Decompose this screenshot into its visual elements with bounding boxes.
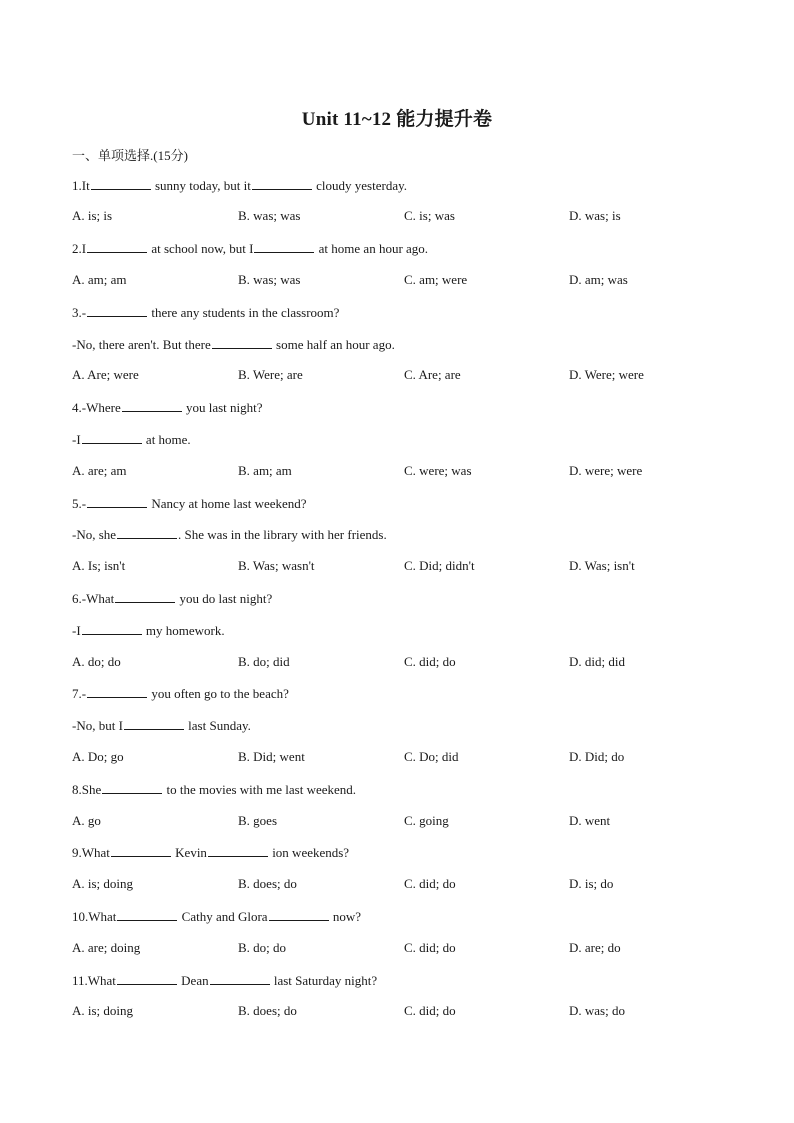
option-d[interactable]: D. is; do xyxy=(569,876,614,891)
answer-blank[interactable] xyxy=(212,336,272,349)
question-text: . She was in the library with her friends. xyxy=(178,527,387,542)
question-text: sunny today, but it xyxy=(151,178,251,193)
question-text: you often go to the beach? xyxy=(148,686,289,701)
answer-blank[interactable] xyxy=(117,526,177,539)
question-text: Dean xyxy=(177,973,209,988)
option-c[interactable]: C. Do; did xyxy=(404,749,459,764)
option-c[interactable]: C. did; do xyxy=(404,654,456,669)
answer-blank[interactable] xyxy=(87,685,147,698)
option-c[interactable]: C. Did; didn't xyxy=(404,558,475,573)
page-title: Unit 11~12 能力提升卷 xyxy=(301,109,493,130)
option-a[interactable]: A. Are; were xyxy=(72,367,139,382)
answer-blank[interactable] xyxy=(254,240,314,253)
question-text: last Saturday night? xyxy=(270,973,378,988)
answer-blank[interactable] xyxy=(124,717,184,730)
option-b[interactable]: B. does; do xyxy=(238,1003,297,1018)
question-text: 9.What xyxy=(72,845,110,860)
answer-blank[interactable] xyxy=(111,844,171,857)
option-b[interactable]: B. was; was xyxy=(238,272,301,287)
option-d[interactable]: D. Was; isn't xyxy=(569,558,635,573)
question-11-line-1 xyxy=(72,972,377,989)
question-text: 2.I xyxy=(72,241,87,256)
option-d[interactable]: D. Were; were xyxy=(569,367,644,382)
answer-blank[interactable] xyxy=(87,240,147,253)
question-text: my homework. xyxy=(142,623,225,638)
option-c[interactable]: C. Are; are xyxy=(404,367,461,382)
question-7-line-1 xyxy=(72,685,289,702)
question-text: 8.She xyxy=(72,782,102,797)
option-d[interactable]: D. did; did xyxy=(569,654,625,669)
option-a[interactable]: A. am; am xyxy=(72,272,127,287)
option-d[interactable]: D. were; were xyxy=(569,463,643,478)
answer-blank[interactable] xyxy=(82,622,142,635)
answer-blank[interactable] xyxy=(269,908,329,921)
question-5-line-1 xyxy=(72,495,307,512)
option-a[interactable]: A. are; am xyxy=(72,463,127,478)
question-text: Kevin xyxy=(171,845,207,860)
question-text: -No, but I xyxy=(72,718,123,733)
question-text: you do last night? xyxy=(176,591,273,606)
question-text: 6.-What xyxy=(72,591,115,606)
answer-blank[interactable] xyxy=(117,908,177,921)
option-c[interactable]: C. did; do xyxy=(404,940,456,955)
option-d[interactable]: D. am; was xyxy=(569,272,628,287)
question-8-line-1 xyxy=(72,781,356,798)
option-b[interactable]: B. Were; are xyxy=(238,367,303,382)
question-9-line-1 xyxy=(72,844,349,861)
option-b[interactable]: B. goes xyxy=(238,813,277,828)
answer-blank[interactable] xyxy=(91,177,151,190)
option-b[interactable]: B. Did; went xyxy=(238,749,305,764)
option-c[interactable]: C. am; were xyxy=(404,272,468,287)
answer-blank[interactable] xyxy=(122,399,182,412)
question-4-line-2 xyxy=(72,431,191,448)
option-b[interactable]: B. was; was xyxy=(238,208,301,223)
question-text: 11.What xyxy=(72,973,116,988)
question-text: 1.It xyxy=(72,178,90,193)
question-5-line-2 xyxy=(72,526,387,543)
question-text: -No, there aren't. But there xyxy=(72,337,211,352)
answer-blank[interactable] xyxy=(82,431,142,444)
question-text: -I xyxy=(72,623,81,638)
question-text: 10.What xyxy=(72,909,117,924)
question-text: last Sunday. xyxy=(184,718,251,733)
question-text: at home an hour ago. xyxy=(315,241,429,256)
option-b[interactable]: B. do; did xyxy=(238,654,290,669)
answer-blank[interactable] xyxy=(115,590,175,603)
question-text: some half an hour ago. xyxy=(272,337,395,352)
question-6-line-1 xyxy=(72,590,272,607)
answer-blank[interactable] xyxy=(87,495,147,508)
answer-blank[interactable] xyxy=(252,177,312,190)
option-a[interactable]: A. are; doing xyxy=(72,940,141,955)
question-10-line-1 xyxy=(72,908,361,925)
option-a[interactable]: A. is; doing xyxy=(72,1003,134,1018)
option-b[interactable]: B. does; do xyxy=(238,876,297,891)
question-text: at home. xyxy=(142,432,191,447)
question-3-line-2 xyxy=(72,336,395,353)
option-d[interactable]: D. Did; do xyxy=(569,749,625,764)
answer-blank[interactable] xyxy=(210,972,270,985)
question-text: cloudy yesterday. xyxy=(312,178,407,193)
question-1-line-1 xyxy=(72,177,407,194)
question-text: 5.- xyxy=(72,496,87,511)
option-c[interactable]: C. did; do xyxy=(404,876,456,891)
question-2-line-1 xyxy=(72,240,428,257)
option-a[interactable]: A. is; is xyxy=(72,208,113,223)
option-b[interactable]: B. do; do xyxy=(238,940,287,955)
question-text: at school now, but I xyxy=(148,241,254,256)
question-text: 3.- xyxy=(72,305,87,320)
option-d[interactable]: D. was; is xyxy=(569,208,621,223)
question-text: 4.-Where xyxy=(72,400,121,415)
option-a[interactable]: A. is; doing xyxy=(72,876,134,891)
question-text: there any students in the classroom? xyxy=(148,305,340,320)
option-a[interactable]: A. Do; go xyxy=(72,749,124,764)
option-c[interactable]: C. going xyxy=(404,813,449,828)
option-c[interactable]: C. did; do xyxy=(404,1003,456,1018)
question-text: now? xyxy=(329,909,361,924)
option-d[interactable]: D. went xyxy=(569,813,611,828)
question-text: -No, she xyxy=(72,527,117,542)
option-b[interactable]: B. am; am xyxy=(238,463,292,478)
option-a[interactable]: A. go xyxy=(72,813,101,828)
question-text: ion weekends? xyxy=(268,845,350,860)
option-a[interactable]: A. do; do xyxy=(72,654,121,669)
section-heading: 一、单项选择.(15分) xyxy=(72,148,188,163)
question-text: you last night? xyxy=(182,400,263,415)
option-d[interactable]: D. are; do xyxy=(569,940,621,955)
option-d[interactable]: D. was; do xyxy=(569,1003,625,1018)
question-3-line-1 xyxy=(72,304,339,321)
question-text: to the movies with me last weekend. xyxy=(163,782,357,797)
question-text: Cathy and Glora xyxy=(178,909,268,924)
question-4-line-1 xyxy=(72,399,263,416)
option-c[interactable]: C. were; was xyxy=(404,463,472,478)
answer-blank[interactable] xyxy=(117,972,177,985)
answer-blank[interactable] xyxy=(87,304,147,317)
option-c[interactable]: C. is; was xyxy=(404,208,455,223)
question-text: 7.- xyxy=(72,686,87,701)
question-text: -I xyxy=(72,432,81,447)
answer-blank[interactable] xyxy=(208,844,268,857)
question-7-line-2 xyxy=(72,717,251,734)
question-text: Nancy at home last weekend? xyxy=(148,496,307,511)
question-6-line-2 xyxy=(72,622,225,639)
answer-blank[interactable] xyxy=(102,781,162,794)
option-a[interactable]: A. Is; isn't xyxy=(72,558,126,573)
option-b[interactable]: B. Was; wasn't xyxy=(238,558,315,573)
